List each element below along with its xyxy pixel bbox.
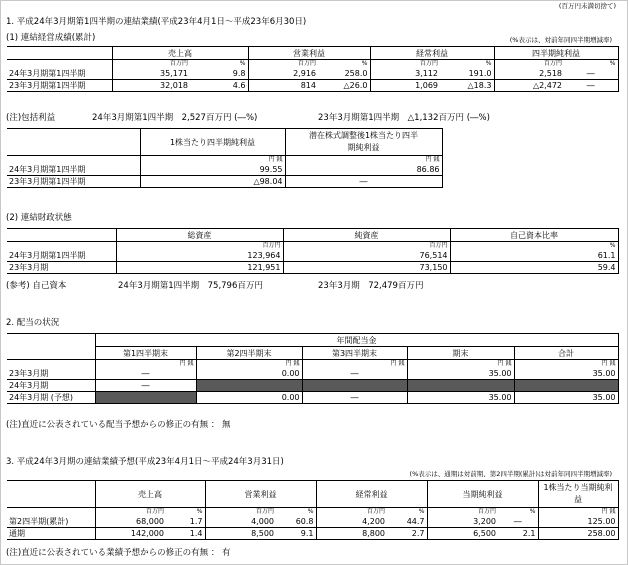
cell: 86.86 (285, 164, 442, 176)
cell: 73,150 (283, 262, 450, 274)
header-sales: 売上高 (95, 481, 205, 508)
shaded-cell (95, 392, 196, 404)
cell: 6,500 (427, 528, 498, 540)
section-3-title: 3. 平成24年3月期の連結業績予想(平成23年4月1日～平成24年3月31日) (6, 457, 284, 467)
shaded-cell (514, 380, 618, 392)
cell: 99.55 (140, 164, 285, 176)
unit-cell: % (564, 60, 618, 69)
comprehensive-income-label: (注)包括利益 (6, 113, 56, 123)
header-total: 合計 (514, 347, 618, 360)
unit-cell: 円 銭 (538, 508, 618, 517)
cell: 125.00 (538, 516, 618, 528)
cell: 35.00 (514, 392, 618, 404)
unit-cell: % (276, 508, 316, 517)
section-1-title: 1. 平成24年3月期第1四半期の連結業績(平成23年4月1日～平成23年6月30日) (6, 17, 307, 27)
header-sales: 売上高 (112, 47, 248, 60)
header-net-income: 四半期純利益 (494, 47, 618, 60)
table-row (7, 262, 618, 274)
shaded-cell (196, 380, 302, 392)
cell: 4.6 (190, 80, 248, 92)
shaded-cell (407, 380, 514, 392)
dividend-revision-note: (注)直近に公表されている配当予想からの修正の有無 ： 無 (6, 420, 231, 430)
table-row (7, 176, 442, 188)
cell: 60.8 (276, 516, 316, 528)
unit-cell: 百万円 (95, 508, 166, 517)
cell: 1.4 (166, 528, 205, 540)
comprehensive-income-previous: 23年3月期第1四半期 △1,132百万円 (―%) (318, 113, 490, 123)
row-label: 24年3月期 (7, 380, 95, 392)
unit-cell: 百万円 (116, 242, 283, 251)
header-ordinary-income: 経常利益 (316, 481, 427, 508)
header-net-income: 当期純利益 (427, 481, 538, 508)
cell: 3,200 (427, 516, 498, 528)
cell: ― (302, 368, 407, 380)
cell: 2,916 (248, 68, 318, 80)
unit-cell: 円 銭 (302, 360, 407, 369)
unit-cell: 円 銭 (95, 360, 196, 369)
unit-cell: % (450, 242, 618, 251)
cell: △98.04 (140, 176, 285, 188)
cell: 2.7 (387, 528, 427, 540)
row-label: 24年3月期第1四半期 (7, 164, 140, 176)
equity-ref-previous: 23年3月期 72,479百万円 (318, 281, 424, 291)
row-label: 23年3月期 (7, 262, 116, 274)
cell: ― (95, 368, 196, 380)
unit-cell: 百万円 (370, 60, 440, 69)
cell: 2.1 (498, 528, 538, 540)
cell: 2,518 (494, 68, 564, 80)
cell: ― (564, 68, 618, 80)
unit-cell: % (440, 60, 494, 69)
dividends-table (7, 333, 619, 404)
forecast-percent-note: (%表示は、通期は対前期、第2四半期(累計)は対前年同四半期増減率) (409, 470, 612, 478)
header-total-assets: 総資産 (116, 229, 283, 242)
cell: 4,200 (316, 516, 387, 528)
cell: 76,514 (283, 250, 450, 262)
cell: 9.1 (276, 528, 316, 540)
cell: 68,000 (95, 516, 166, 528)
table-row (7, 164, 442, 176)
cell: 258.0 (318, 68, 370, 80)
row-label: 第2四半期(累計) (7, 516, 95, 528)
unit-cell: 円 銭 (285, 156, 442, 165)
forecast-table (7, 480, 619, 540)
comprehensive-income-current: 24年3月期第1四半期 2,527百万円 (―%) (92, 113, 258, 123)
cell: △18.3 (440, 80, 494, 92)
unit-cell: % (190, 60, 248, 69)
unit-cell: 円 銭 (514, 360, 618, 369)
cell: 814 (248, 80, 318, 92)
cell: ― (95, 380, 196, 392)
cell: 1,069 (370, 80, 440, 92)
cell: 4,000 (205, 516, 276, 528)
cell: 258.00 (538, 528, 618, 540)
section-2-title: 2. 配当の状況 (6, 318, 60, 328)
cell: △2,472 (494, 80, 564, 92)
header-eps: 1株当たり四半期純利益 (140, 129, 285, 156)
unit-cell: 百万円 (316, 508, 387, 517)
cell: 35,171 (112, 68, 190, 80)
cell: 0.00 (196, 368, 302, 380)
cell: 59.4 (450, 262, 618, 274)
table-row (7, 68, 618, 80)
cell: △26.0 (318, 80, 370, 92)
cell: 1.7 (166, 516, 205, 528)
table-row (7, 250, 618, 262)
cell: 121,951 (116, 262, 283, 274)
unit-cell: % (166, 508, 205, 517)
row-label: 24年3月期第1四半期 (7, 68, 112, 80)
cell: 0.00 (196, 392, 302, 404)
eps-table (7, 128, 443, 188)
header-diluted-eps: 潜在株式調整後1株当たり四半期純利益 (285, 129, 442, 156)
cell: 44.7 (387, 516, 427, 528)
cell: 9.8 (190, 68, 248, 80)
percent-note: (%表示は、対前年同四半期増減率) (509, 36, 612, 44)
cell: ― (498, 516, 538, 528)
table-row (7, 368, 618, 380)
header-year-end: 期末 (407, 347, 514, 360)
unit-cell: 円 銭 (196, 360, 302, 369)
forecast-revision-note: (注)直近に公表されている業績予想からの修正の有無 ： 有 (6, 548, 231, 558)
cell: ― (302, 392, 407, 404)
unit-cell: % (498, 508, 538, 517)
unit-note: (百万円未満切捨て) (558, 2, 616, 10)
unit-cell: 百万円 (112, 60, 190, 69)
equity-ref-current: 24年3月期第1四半期 75,796百万円 (118, 281, 263, 291)
cell: 3,112 (370, 68, 440, 80)
header-eps: 1株当たり当期純利益 (538, 481, 618, 508)
unit-cell: 百万円 (494, 60, 564, 69)
row-label: 24年3月期 (予想) (7, 392, 95, 404)
unit-cell: 百万円 (205, 508, 276, 517)
header-net-assets: 純資産 (283, 229, 450, 242)
row-label: 通期 (7, 528, 95, 540)
table-row (7, 516, 618, 528)
cell: 35.00 (407, 368, 514, 380)
table-row (7, 80, 618, 92)
row-label: 23年3月期第1四半期 (7, 176, 140, 188)
row-label: 24年3月期第1四半期 (7, 250, 116, 262)
financial-position-title: (2) 連結財政状態 (6, 213, 72, 223)
cell: 35.00 (407, 392, 514, 404)
cell: 8,800 (316, 528, 387, 540)
blank-corner (7, 47, 112, 60)
cell: 191.0 (440, 68, 494, 80)
table-row (7, 392, 618, 404)
header-operating-income: 営業利益 (205, 481, 316, 508)
shaded-cell (302, 380, 407, 392)
unit-cell: 円 銭 (407, 360, 514, 369)
header-annual-dividend: 年間配当金 (95, 334, 618, 347)
unit-cell: 百万円 (283, 242, 450, 251)
unit-cell: % (318, 60, 370, 69)
cell: 142,000 (95, 528, 166, 540)
unit-cell: 百万円 (427, 508, 498, 517)
table-row (7, 528, 618, 540)
cell: 32,018 (112, 80, 190, 92)
header-ordinary-income: 経常利益 (370, 47, 494, 60)
row-label: 23年3月期第1四半期 (7, 80, 112, 92)
equity-ref-label: (参考) 自己資本 (6, 281, 67, 291)
header-operating-income: 営業利益 (248, 47, 370, 60)
unit-cell: % (387, 508, 427, 517)
header-q2-end: 第2四半期末 (196, 347, 302, 360)
cell: ― (285, 176, 442, 188)
header-q3-end: 第3四半期末 (302, 347, 407, 360)
header-q1-end: 第1四半期末 (95, 347, 196, 360)
unit-cell: 百万円 (248, 60, 318, 69)
cell: 8,500 (205, 528, 276, 540)
unit-cell: 円 銭 (140, 156, 285, 165)
header-equity-ratio: 自己資本比率 (450, 229, 618, 242)
cell: 123,964 (116, 250, 283, 262)
cell: 61.1 (450, 250, 618, 262)
financial-position-table (7, 228, 619, 274)
operating-results-table (7, 46, 619, 92)
row-label: 23年3月期 (7, 368, 95, 380)
cell: 35.00 (514, 368, 618, 380)
operating-results-title: (1) 連結経営成績(累計) (6, 33, 96, 43)
cell: ― (564, 80, 618, 92)
table-row (7, 380, 618, 392)
